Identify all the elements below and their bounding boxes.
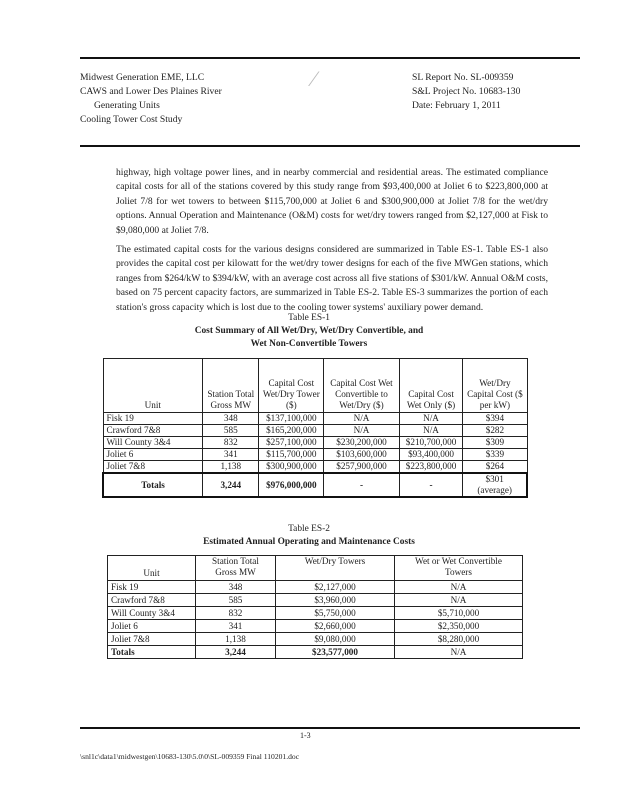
cell: Will County 3&4 [103, 437, 203, 449]
cell: $2,350,000 [395, 620, 523, 633]
table-header-row [103, 359, 527, 413]
report-number: SL Report No. SL-009359 [412, 72, 514, 83]
cell: Joliet 6 [108, 620, 196, 633]
cell: $3,960,000 [276, 594, 395, 607]
cell: N/A [324, 413, 400, 425]
col-header: Station Total Gross MW [203, 359, 259, 413]
cell: $5,710,000 [395, 607, 523, 620]
cell: $115,700,000 [259, 449, 324, 461]
cell: Joliet 6 [103, 449, 203, 461]
cell: $5,750,000 [276, 607, 395, 620]
table-row [103, 449, 527, 461]
company-name: Midwest Generation EME, LLC [80, 72, 205, 83]
cell: Crawford 7&8 [108, 594, 196, 607]
cell: Totals [103, 473, 203, 497]
cell: 832 [203, 437, 259, 449]
cell: $257,100,000 [259, 437, 324, 449]
cell: Crawford 7&8 [103, 425, 203, 437]
cell: $394 [463, 413, 527, 425]
table-row [103, 425, 527, 437]
cell: $339 [463, 449, 527, 461]
cell: 585 [196, 594, 276, 607]
table-header-row [108, 556, 523, 581]
cell: 348 [196, 581, 276, 594]
paragraph: The estimated capital costs for the various designs considered are summarized in Table ES-1. Table ES-1 also provides the capital cost per kilowatt for the wet/dry tower designs for each of the five MWGen stations, which ranges from $264/kW to $394/kW, with an average cost across all five stations of $301/kW. Annual O&M costs, based on 75 percent capacity factors, are summarized in Table ES-2. Table ES-3 summarizes the portion of each station's gross capacity which is lost due to the cooling tower systems' auxiliary power demand. [116, 244, 548, 313]
cell: $300,900,000 [259, 461, 324, 474]
table2-title: Estimated Annual Operating and Maintenance Costs [203, 537, 415, 547]
table1-label: Table ES-1 [288, 313, 330, 323]
cell: N/A [395, 581, 523, 594]
cell: $230,200,000 [324, 437, 400, 449]
table2-label: Table ES-2 [288, 524, 330, 534]
cell: $137,100,000 [259, 413, 324, 425]
table-row [108, 607, 523, 620]
cell: $2,127,000 [276, 581, 395, 594]
cell: 1,138 [196, 633, 276, 646]
cell: - [399, 473, 463, 497]
cell: 1,138 [203, 461, 259, 474]
page-number: 1-3 [300, 731, 311, 740]
scan-mark: ⁄ [312, 66, 316, 91]
cell: 348 [203, 413, 259, 425]
cell: - [324, 473, 400, 497]
cell: 3,244 [196, 646, 276, 659]
cell: 341 [196, 620, 276, 633]
footer-rule [80, 727, 580, 729]
cell: $301 (average) [463, 473, 527, 497]
cell: Fisk 19 [103, 413, 203, 425]
project-name: CAWS and Lower Des Plaines River [80, 86, 222, 97]
cell: $257,900,000 [324, 461, 400, 474]
col-header: Wet/Dry Towers [276, 556, 395, 581]
col-header: Capital Cost Wet Convertible to Wet/Dry ($) [324, 359, 400, 413]
report-date: Date: February 1, 2011 [412, 100, 501, 111]
col-header: Unit [108, 556, 196, 581]
cell: 585 [203, 425, 259, 437]
header-right [412, 71, 520, 113]
cell: N/A [395, 646, 523, 659]
totals-row [108, 646, 523, 659]
cell: N/A [395, 594, 523, 607]
cell: $103,600,000 [324, 449, 400, 461]
cell: $223,800,000 [399, 461, 463, 474]
table-row [108, 594, 523, 607]
col-header: Unit [103, 359, 203, 413]
cell: Joliet 7&8 [108, 633, 196, 646]
body-text [116, 166, 548, 320]
col-header: Wet/Dry Capital Cost ($ per kW) [463, 359, 527, 413]
table-row [108, 633, 523, 646]
paragraph: highway, high voltage power lines, and in nearby commercial and residential areas. The estimated compliance capital costs for all of the stations covered by this study range from $93,400,000 at Joliet 6 to $223,800,000 at Joliet 7/8 for wet towers to between $115,700,000 at Joliet 6 and $300,900,000 at Joliet 7/8 for the wet/dry options. Annual Operation and Maintenance (O&M) costs for wet/dry towers ranged from $2,127,000 at Fisk to $9,080,000 at Joliet 7/8. [116, 167, 548, 236]
col-header: Wet or Wet Convertible Towers [395, 556, 523, 581]
cell: 3,244 [203, 473, 259, 497]
table1-title: Cost Summary of All Wet/Dry, Wet/Dry Convertible, and [194, 326, 424, 336]
cell: $309 [463, 437, 527, 449]
cell: $282 [463, 425, 527, 437]
col-header: Station Total Gross MW [196, 556, 276, 581]
col-header: Capital Cost Wet Only ($) [399, 359, 463, 413]
cell: $9,080,000 [276, 633, 395, 646]
table-row [108, 620, 523, 633]
cell: $2,660,000 [276, 620, 395, 633]
cell: Will County 3&4 [108, 607, 196, 620]
project-name-cont: Generating Units [94, 100, 160, 111]
table-es-2 [107, 555, 523, 659]
table-row [108, 581, 523, 594]
header-top-rule [80, 57, 580, 59]
cell: Totals [108, 646, 196, 659]
table1-subtitle: Wet Non-Convertible Towers [250, 339, 368, 349]
cell: $165,200,000 [259, 425, 324, 437]
file-path: \snl1c\data1\midwestgen\10683-130\5.0\0\SL-009359 Final 110201.doc [80, 752, 300, 761]
table-row [103, 461, 527, 474]
cell: $210,700,000 [399, 437, 463, 449]
table-row [103, 413, 527, 425]
cell: N/A [324, 425, 400, 437]
cell: N/A [399, 425, 463, 437]
cell: 832 [196, 607, 276, 620]
cell: $264 [463, 461, 527, 474]
header-bottom-rule [80, 145, 580, 147]
cell: Joliet 7&8 [103, 461, 203, 474]
cell: $976,000,000 [259, 473, 324, 497]
cell: $23,577,000 [276, 646, 395, 659]
col-header: Capital Cost Wet/Dry Tower ($) [259, 359, 324, 413]
table-es-1 [102, 358, 528, 498]
project-number: S&L Project No. 10683-130 [412, 86, 521, 97]
header-left [80, 71, 222, 127]
cell: N/A [399, 413, 463, 425]
table-row [103, 437, 527, 449]
totals-row [103, 473, 527, 497]
cell: 341 [203, 449, 259, 461]
study-name: Cooling Tower Cost Study [80, 114, 183, 125]
cell: $93,400,000 [399, 449, 463, 461]
cell: Fisk 19 [108, 581, 196, 594]
cell: $8,280,000 [395, 633, 523, 646]
